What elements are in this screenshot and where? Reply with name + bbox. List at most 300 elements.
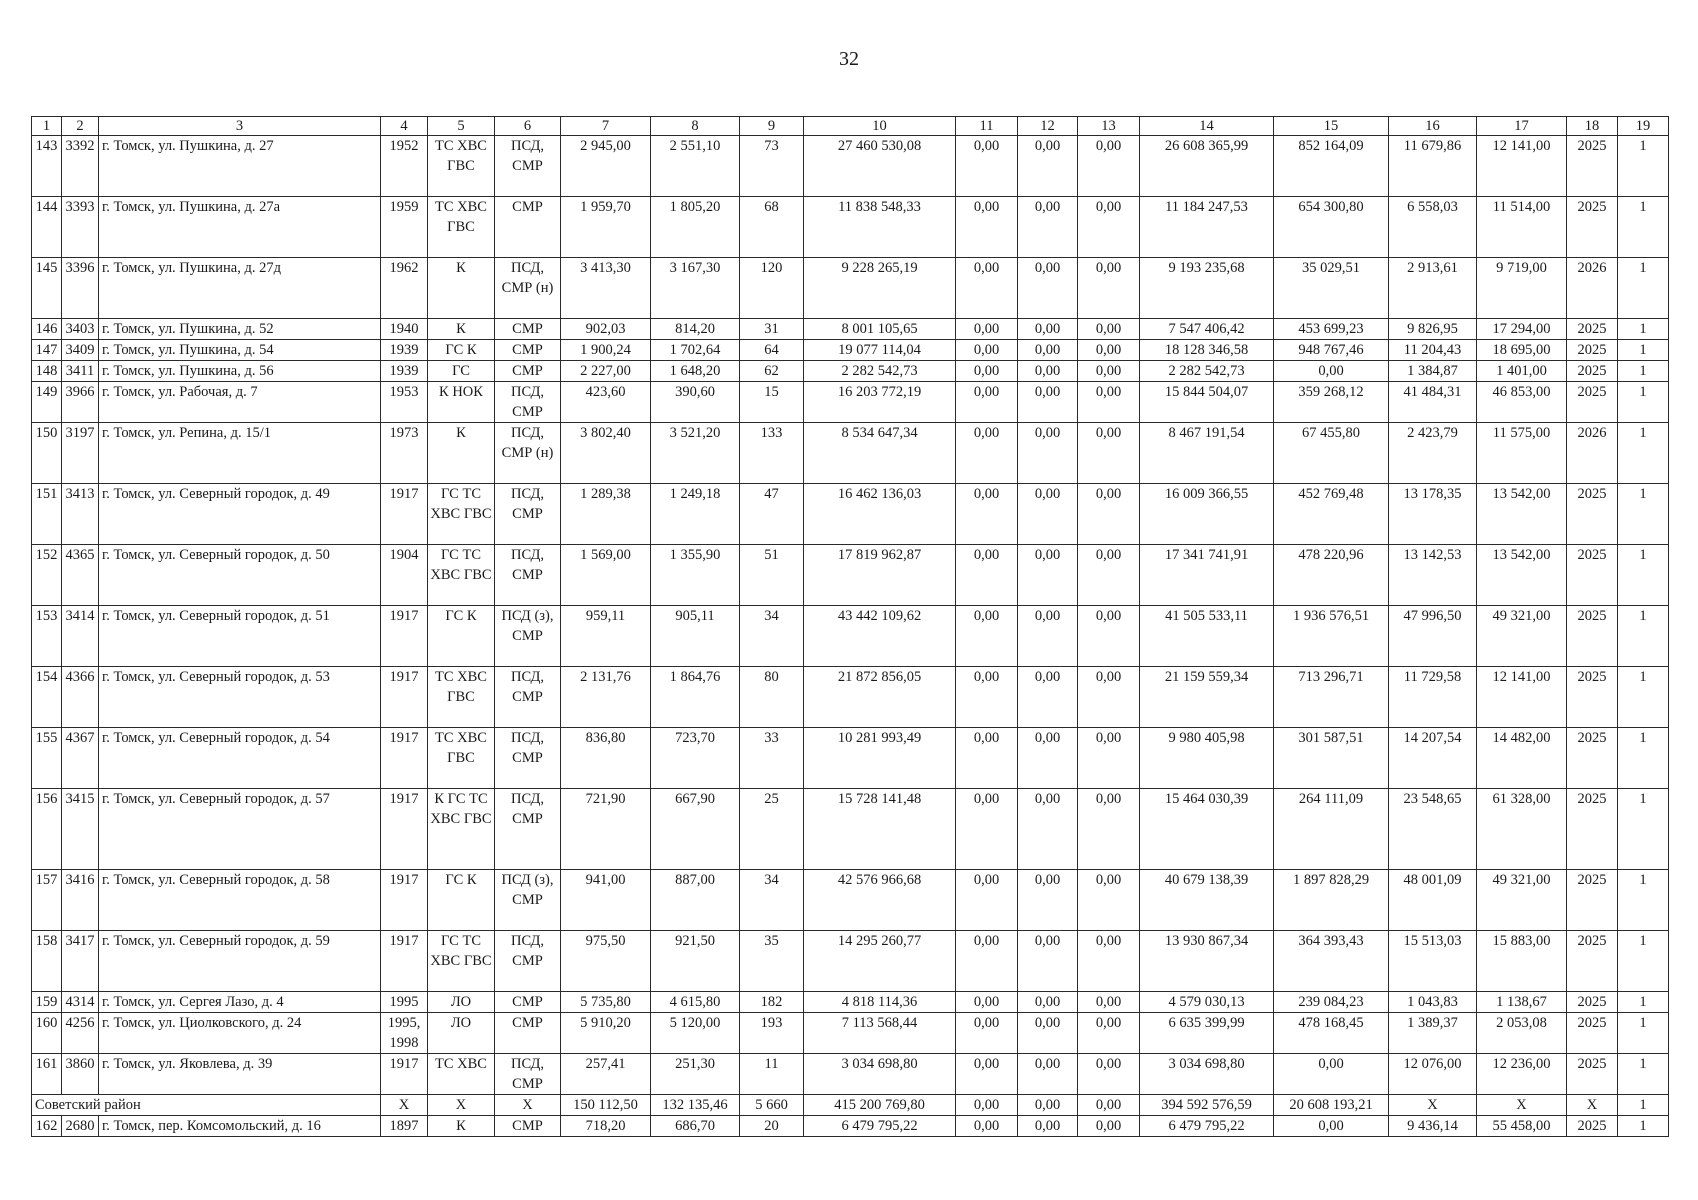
table-cell: 0,00 <box>1018 423 1078 484</box>
table-cell: 1940 <box>381 319 428 340</box>
table-cell: 43 442 109,62 <box>804 606 956 667</box>
table-cell: 11 575,00 <box>1477 423 1567 484</box>
table-cell: 0,00 <box>1078 606 1140 667</box>
district-total-cell: Х <box>1389 1095 1477 1116</box>
table-cell: К <box>428 258 495 319</box>
table-cell: 13 178,35 <box>1389 484 1477 545</box>
table-cell: ГС ТС ХВС ГВС <box>428 545 495 606</box>
table-cell: 1 <box>1618 484 1669 545</box>
district-total-cell: Х <box>428 1095 495 1116</box>
table-cell: 478 168,45 <box>1274 1013 1389 1054</box>
table-cell: 905,11 <box>651 606 740 667</box>
table-cell: 158 <box>32 931 62 992</box>
table-cell: 15 513,03 <box>1389 931 1477 992</box>
district-total-cell: Х <box>495 1095 561 1116</box>
table-cell: 8 534 647,34 <box>804 423 956 484</box>
table-cell: г. Томск, ул. Пушкина, д. 27а <box>99 197 381 258</box>
table-cell: 2025 <box>1567 361 1618 382</box>
table-cell: 902,03 <box>561 319 651 340</box>
table-cell: г. Томск, ул. Циолковского, д. 24 <box>99 1013 381 1054</box>
table-cell: 654 300,80 <box>1274 197 1389 258</box>
table-cell: 64 <box>740 340 804 361</box>
table-cell: 2025 <box>1567 1116 1618 1137</box>
table-cell: 301 587,51 <box>1274 728 1389 789</box>
table-cell: 721,90 <box>561 789 651 870</box>
table-cell: 0,00 <box>1078 136 1140 197</box>
column-header: 1 <box>32 117 62 136</box>
table-cell: 0,00 <box>1274 361 1389 382</box>
table-cell: 667,90 <box>651 789 740 870</box>
table-cell: 718,20 <box>561 1116 651 1137</box>
table-cell: 2025 <box>1567 870 1618 931</box>
table-cell: 0,00 <box>956 361 1018 382</box>
table-cell: 42 576 966,68 <box>804 870 956 931</box>
table-cell: 160 <box>32 1013 62 1054</box>
table-row <box>32 606 1669 667</box>
table-cell: К <box>428 1116 495 1137</box>
table-cell: 15 844 504,07 <box>1140 382 1274 423</box>
table-cell: 1959 <box>381 197 428 258</box>
table-cell: 2025 <box>1567 789 1618 870</box>
table-cell: 161 <box>32 1054 62 1095</box>
table-cell: 257,41 <box>561 1054 651 1095</box>
table-cell: СМР <box>495 361 561 382</box>
table-cell: 5 120,00 <box>651 1013 740 1054</box>
table-cell: 11 <box>740 1054 804 1095</box>
table-cell: 0,00 <box>1078 1116 1140 1137</box>
table-cell: 686,70 <box>651 1116 740 1137</box>
table-cell: 0,00 <box>1018 545 1078 606</box>
table-cell: 0,00 <box>1018 382 1078 423</box>
table-cell: 13 542,00 <box>1477 484 1567 545</box>
table-cell: ТС ХВС ГВС <box>428 197 495 258</box>
column-header: 6 <box>495 117 561 136</box>
table-cell: 0,00 <box>1078 545 1140 606</box>
table-cell: ПСД, СМР (н) <box>495 258 561 319</box>
table-cell: 423,60 <box>561 382 651 423</box>
table-cell: СМР <box>495 992 561 1013</box>
table-cell: 0,00 <box>956 319 1018 340</box>
table-cell: г. Томск, ул. Северный городок, д. 49 <box>99 484 381 545</box>
district-total-cell: 394 592 576,59 <box>1140 1095 1274 1116</box>
table-cell: г. Томск, ул. Репина, д. 15/1 <box>99 423 381 484</box>
table-cell: 814,20 <box>651 319 740 340</box>
table-cell: г. Томск, ул. Пушкина, д. 52 <box>99 319 381 340</box>
table-cell: 3396 <box>62 258 99 319</box>
table-cell: 5 735,80 <box>561 992 651 1013</box>
table-cell: 0,00 <box>956 423 1018 484</box>
table-cell: 0,00 <box>1078 992 1140 1013</box>
table-cell: 0,00 <box>1078 382 1140 423</box>
table-cell: 836,80 <box>561 728 651 789</box>
table-cell: 12 076,00 <box>1389 1054 1477 1095</box>
table-cell: г. Томск, ул. Северный городок, д. 51 <box>99 606 381 667</box>
table-cell: 1904 <box>381 545 428 606</box>
table-cell: 155 <box>32 728 62 789</box>
table-cell: 18 695,00 <box>1477 340 1567 361</box>
table-cell: 17 819 962,87 <box>804 545 956 606</box>
table-cell: 2 227,00 <box>561 361 651 382</box>
table-cell: 16 203 772,19 <box>804 382 956 423</box>
table-cell: 1 <box>1618 1054 1669 1095</box>
table-cell: 2025 <box>1567 197 1618 258</box>
table-cell: 48 001,09 <box>1389 870 1477 931</box>
district-total-cell: 132 135,46 <box>651 1095 740 1116</box>
table-cell: 1 389,37 <box>1389 1013 1477 1054</box>
table-cell: г. Томск, ул. Рабочая, д. 7 <box>99 382 381 423</box>
column-header: 13 <box>1078 117 1140 136</box>
table-cell: 0,00 <box>1018 361 1078 382</box>
table-row <box>32 1116 1669 1137</box>
table-cell: 0,00 <box>1018 484 1078 545</box>
table-cell: 1 <box>1618 667 1669 728</box>
table-cell: 0,00 <box>1018 1013 1078 1054</box>
table-cell: 9 436,14 <box>1389 1116 1477 1137</box>
table-cell: 2025 <box>1567 1013 1618 1054</box>
table-cell: 3 413,30 <box>561 258 651 319</box>
table-cell: 9 228 265,19 <box>804 258 956 319</box>
table-cell: 941,00 <box>561 870 651 931</box>
district-total-cell: 150 112,50 <box>561 1095 651 1116</box>
table-cell: 1 648,20 <box>651 361 740 382</box>
table-cell: К НОК <box>428 382 495 423</box>
table-cell: 10 281 993,49 <box>804 728 956 789</box>
table-cell: 11 184 247,53 <box>1140 197 1274 258</box>
column-header: 5 <box>428 117 495 136</box>
table-cell: 23 548,65 <box>1389 789 1477 870</box>
table-cell: 0,00 <box>1018 258 1078 319</box>
table-cell: 73 <box>740 136 804 197</box>
table-row <box>32 197 1669 258</box>
table-cell: 4314 <box>62 992 99 1013</box>
table-cell: 2025 <box>1567 340 1618 361</box>
table-cell: 15 <box>740 382 804 423</box>
table-cell: 390,60 <box>651 382 740 423</box>
table-cell: 0,00 <box>956 340 1018 361</box>
table-row <box>32 931 1669 992</box>
table-cell: 41 505 533,11 <box>1140 606 1274 667</box>
table-cell: 2 282 542,73 <box>804 361 956 382</box>
table-cell: 151 <box>32 484 62 545</box>
table-cell: 2025 <box>1567 136 1618 197</box>
table-cell: 14 482,00 <box>1477 728 1567 789</box>
table-cell: 40 679 138,39 <box>1140 870 1274 931</box>
table-cell: 1917 <box>381 789 428 870</box>
column-header: 8 <box>651 117 740 136</box>
table-cell: 61 328,00 <box>1477 789 1567 870</box>
table-cell: 1917 <box>381 728 428 789</box>
table-cell: 9 980 405,98 <box>1140 728 1274 789</box>
table-cell: 1 <box>1618 545 1669 606</box>
table-cell: 16 462 136,03 <box>804 484 956 545</box>
table-cell: ГС ТС ХВС ГВС <box>428 931 495 992</box>
table-cell: 0,00 <box>1078 789 1140 870</box>
table-cell: 0,00 <box>1018 931 1078 992</box>
table-cell: 9 826,95 <box>1389 319 1477 340</box>
table-cell: ГС <box>428 361 495 382</box>
table-cell: 21 159 559,34 <box>1140 667 1274 728</box>
table-cell: 11 838 548,33 <box>804 197 956 258</box>
table-cell: 1 <box>1618 382 1669 423</box>
table-cell: 0,00 <box>956 382 1018 423</box>
column-header: 11 <box>956 117 1018 136</box>
table-cell: 1 384,87 <box>1389 361 1477 382</box>
table-cell: 9 193 235,68 <box>1140 258 1274 319</box>
column-header: 12 <box>1018 117 1078 136</box>
table-cell: 15 883,00 <box>1477 931 1567 992</box>
table-cell: 3415 <box>62 789 99 870</box>
table-row <box>32 1054 1669 1095</box>
table-cell: 239 084,23 <box>1274 992 1389 1013</box>
table-cell: 17 294,00 <box>1477 319 1567 340</box>
table-cell: 13 542,00 <box>1477 545 1567 606</box>
table-cell: г. Томск, ул. Пушкина, д. 56 <box>99 361 381 382</box>
table-cell: ПСД, СМР <box>495 1054 561 1095</box>
table-cell: 1 702,64 <box>651 340 740 361</box>
district-name: Советский район <box>32 1095 381 1116</box>
table-cell: 2 913,61 <box>1389 258 1477 319</box>
table-cell: 15 464 030,39 <box>1140 789 1274 870</box>
table-cell: 62 <box>740 361 804 382</box>
table-cell: 4367 <box>62 728 99 789</box>
table-cell: 7 547 406,42 <box>1140 319 1274 340</box>
table-cell: 975,50 <box>561 931 651 992</box>
table-cell: ПСД, СМР <box>495 728 561 789</box>
table-cell: 49 321,00 <box>1477 606 1567 667</box>
table-cell: 150 <box>32 423 62 484</box>
table-cell: 34 <box>740 870 804 931</box>
table-cell: 19 077 114,04 <box>804 340 956 361</box>
table-cell: 1 <box>1618 606 1669 667</box>
table-row <box>32 789 1669 870</box>
table-cell: 1 401,00 <box>1477 361 1567 382</box>
table-cell: 1 <box>1618 1013 1669 1054</box>
column-header: 17 <box>1477 117 1567 136</box>
table-cell: 33 <box>740 728 804 789</box>
table-cell: 55 458,00 <box>1477 1116 1567 1137</box>
table-cell: 31 <box>740 319 804 340</box>
table-row <box>32 423 1669 484</box>
table-cell: ЛО <box>428 992 495 1013</box>
table-cell: 149 <box>32 382 62 423</box>
table-cell: 364 393,43 <box>1274 931 1389 992</box>
table-cell: 1962 <box>381 258 428 319</box>
table-cell: 1917 <box>381 606 428 667</box>
table-cell: 0,00 <box>956 484 1018 545</box>
table-cell: 1 <box>1618 319 1669 340</box>
table-cell: 2 282 542,73 <box>1140 361 1274 382</box>
table-cell: 1995, 1998 <box>381 1013 428 1054</box>
district-total-cell: 0,00 <box>1018 1095 1078 1116</box>
table-cell: 47 <box>740 484 804 545</box>
table-cell: 3 034 698,80 <box>1140 1054 1274 1095</box>
table-cell: 0,00 <box>1018 667 1078 728</box>
table-cell: ГС К <box>428 870 495 931</box>
table-cell: 12 141,00 <box>1477 667 1567 728</box>
table-cell: 156 <box>32 789 62 870</box>
table-cell: 159 <box>32 992 62 1013</box>
table-cell: 6 635 399,99 <box>1140 1013 1274 1054</box>
table-body <box>32 136 1669 1137</box>
table-cell: г. Томск, ул. Пушкина, д. 54 <box>99 340 381 361</box>
table-cell: 1 864,76 <box>651 667 740 728</box>
table-cell: 120 <box>740 258 804 319</box>
table-cell: 2025 <box>1567 382 1618 423</box>
district-total-cell: 415 200 769,80 <box>804 1095 956 1116</box>
table-cell: 2 423,79 <box>1389 423 1477 484</box>
table-cell: 154 <box>32 667 62 728</box>
table-cell: 6 479 795,22 <box>804 1116 956 1137</box>
table-cell: 182 <box>740 992 804 1013</box>
table-cell: СМР <box>495 340 561 361</box>
table-cell: 25 <box>740 789 804 870</box>
table-cell: 11 204,43 <box>1389 340 1477 361</box>
table-cell: г. Томск, ул. Северный городок, д. 58 <box>99 870 381 931</box>
table-cell: 2 053,08 <box>1477 1013 1567 1054</box>
table-cell: 0,00 <box>1078 870 1140 931</box>
table-cell: 0,00 <box>1018 992 1078 1013</box>
district-total-cell: 0,00 <box>956 1095 1018 1116</box>
table-row <box>32 136 1669 197</box>
table-cell: 1953 <box>381 382 428 423</box>
table-cell: 4 615,80 <box>651 992 740 1013</box>
table-cell: 887,00 <box>651 870 740 931</box>
table-row <box>32 667 1669 728</box>
table-cell: 4366 <box>62 667 99 728</box>
table-cell: 1897 <box>381 1116 428 1137</box>
table-cell: 0,00 <box>956 870 1018 931</box>
table-cell: ТС ХВС <box>428 1054 495 1095</box>
table-cell: 11 514,00 <box>1477 197 1567 258</box>
table-cell: ПСД, СМР <box>495 931 561 992</box>
table-cell: г. Томск, ул. Пушкина, д. 27 <box>99 136 381 197</box>
table-cell: 0,00 <box>1078 319 1140 340</box>
table-cell: 145 <box>32 258 62 319</box>
page-number: 32 <box>839 48 859 70</box>
table-cell: ПСД (з), СМР <box>495 606 561 667</box>
table-cell: 17 341 741,91 <box>1140 545 1274 606</box>
table-cell: 0,00 <box>1018 870 1078 931</box>
table-cell: 35 029,51 <box>1274 258 1389 319</box>
table-cell: 3411 <box>62 361 99 382</box>
table-cell: 3860 <box>62 1054 99 1095</box>
table-cell: ТС ХВС ГВС <box>428 728 495 789</box>
table-cell: 0,00 <box>956 545 1018 606</box>
table-cell: 0,00 <box>956 1116 1018 1137</box>
column-header: 19 <box>1618 117 1669 136</box>
table-cell: К <box>428 319 495 340</box>
table-cell: ПСД (з), СМР <box>495 870 561 931</box>
table-cell: 144 <box>32 197 62 258</box>
table-cell: 3197 <box>62 423 99 484</box>
table-cell: 1939 <box>381 340 428 361</box>
table-cell: 133 <box>740 423 804 484</box>
table-cell: 0,00 <box>1078 728 1140 789</box>
table-cell: 16 009 366,55 <box>1140 484 1274 545</box>
table-cell: 2025 <box>1567 545 1618 606</box>
table-cell: 2 945,00 <box>561 136 651 197</box>
table-cell: 0,00 <box>956 992 1018 1013</box>
table-cell: г. Томск, ул. Северный городок, д. 59 <box>99 931 381 992</box>
table-cell: 3 034 698,80 <box>804 1054 956 1095</box>
table-cell: 948 767,46 <box>1274 340 1389 361</box>
table-cell: 0,00 <box>1078 931 1140 992</box>
table-cell: СМР <box>495 197 561 258</box>
table-cell: 2025 <box>1567 931 1618 992</box>
table-cell: 2 551,10 <box>651 136 740 197</box>
table-cell: ПСД, СМР <box>495 382 561 423</box>
table-cell: 0,00 <box>1078 484 1140 545</box>
table-cell: 453 699,23 <box>1274 319 1389 340</box>
table-cell: 2025 <box>1567 606 1618 667</box>
table-cell: 3409 <box>62 340 99 361</box>
table-row <box>32 319 1669 340</box>
table-cell: 14 295 260,77 <box>804 931 956 992</box>
table-cell: 152 <box>32 545 62 606</box>
table-cell: 2 131,76 <box>561 667 651 728</box>
table-cell: 0,00 <box>1078 423 1140 484</box>
table-cell: 14 207,54 <box>1389 728 1477 789</box>
table-cell: 0,00 <box>956 667 1018 728</box>
table-cell: 3417 <box>62 931 99 992</box>
table-cell: 153 <box>32 606 62 667</box>
table-cell: К <box>428 423 495 484</box>
table-row <box>32 382 1669 423</box>
table-cell: 0,00 <box>1018 789 1078 870</box>
table-cell: 0,00 <box>1018 197 1078 258</box>
table-cell: 2026 <box>1567 258 1618 319</box>
table-cell: 47 996,50 <box>1389 606 1477 667</box>
table-cell: 3403 <box>62 319 99 340</box>
table-cell: 1 <box>1618 931 1669 992</box>
table-cell: 1917 <box>381 484 428 545</box>
table-row <box>32 258 1669 319</box>
table-cell: 251,30 <box>651 1054 740 1095</box>
district-total-cell: Х <box>1477 1095 1567 1116</box>
table-cell: 713 296,71 <box>1274 667 1389 728</box>
table-cell: 4 818 114,36 <box>804 992 956 1013</box>
table-cell: 5 910,20 <box>561 1013 651 1054</box>
table-cell: г. Томск, ул. Сергея Лазо, д. 4 <box>99 992 381 1013</box>
program-table <box>31 116 1669 1137</box>
table-cell: 1 <box>1618 1116 1669 1137</box>
table-cell: 921,50 <box>651 931 740 992</box>
table-cell: 68 <box>740 197 804 258</box>
table-cell: 21 872 856,05 <box>804 667 956 728</box>
table-cell: ГС ТС ХВС ГВС <box>428 484 495 545</box>
table-cell: 3416 <box>62 870 99 931</box>
table-row <box>32 484 1669 545</box>
table-cell: 46 853,00 <box>1477 382 1567 423</box>
table-cell: 11 679,86 <box>1389 136 1477 197</box>
table-cell: К ГС ТС ХВС ГВС <box>428 789 495 870</box>
table-cell: 49 321,00 <box>1477 870 1567 931</box>
table-cell: ПСД, СМР <box>495 136 561 197</box>
table-cell: 0,00 <box>1078 1054 1140 1095</box>
table-cell: 3 521,20 <box>651 423 740 484</box>
district-total-cell: 0,00 <box>1078 1095 1140 1116</box>
table-cell: 51 <box>740 545 804 606</box>
table-cell: 1 <box>1618 340 1669 361</box>
table-cell: 13 142,53 <box>1389 545 1477 606</box>
table-cell: 35 <box>740 931 804 992</box>
table-row <box>32 1013 1669 1054</box>
column-header: 15 <box>1274 117 1389 136</box>
table-cell: ПСД, СМР <box>495 667 561 728</box>
table-cell: 1952 <box>381 136 428 197</box>
table-row <box>32 870 1669 931</box>
table-cell: 3393 <box>62 197 99 258</box>
